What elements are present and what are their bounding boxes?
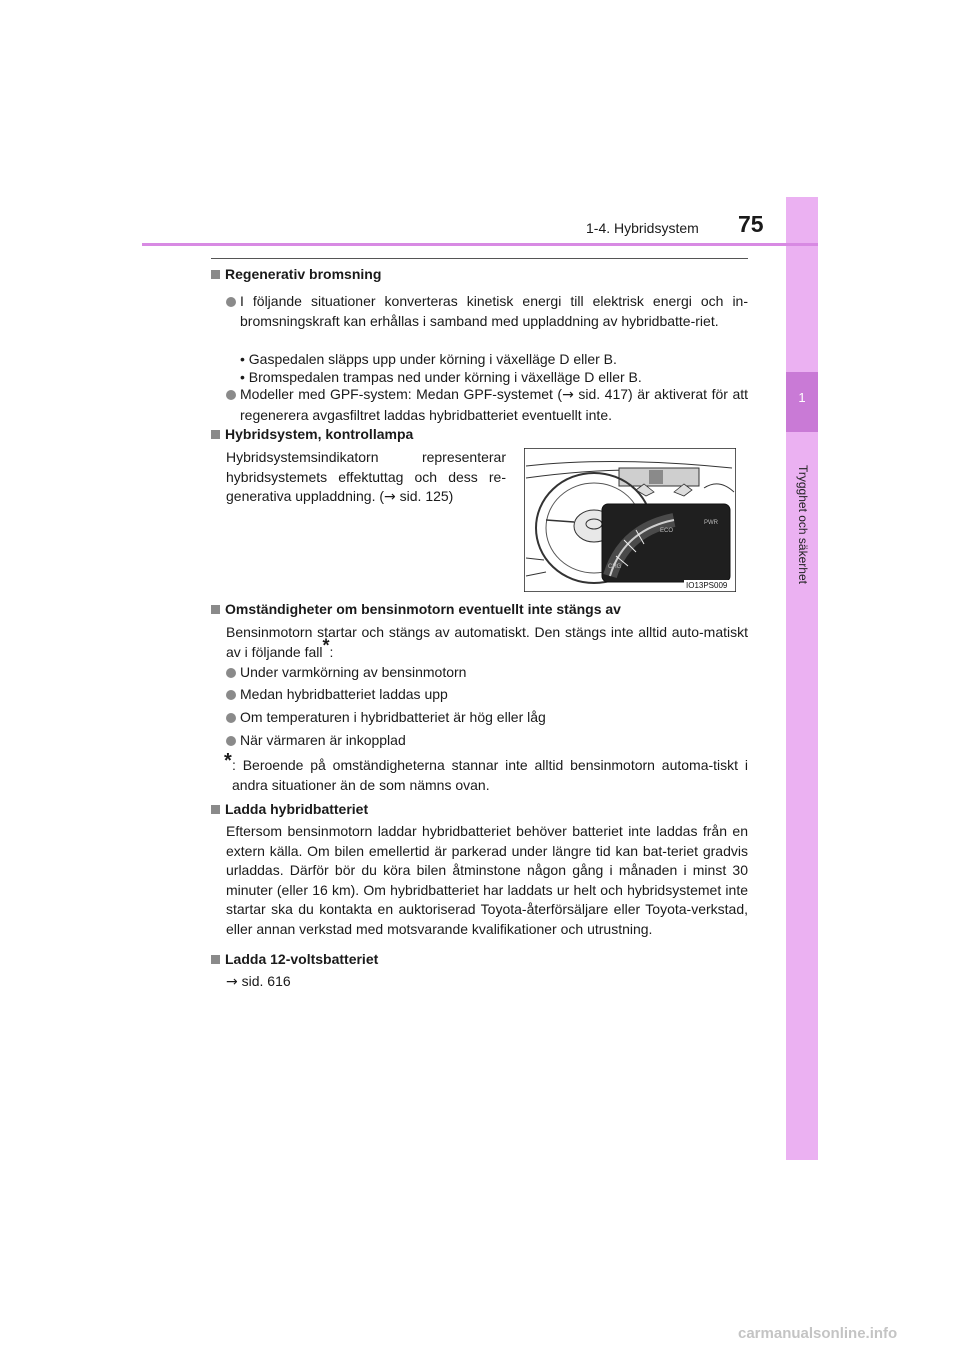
heading-lamp: Hybridsystem, kontrollampa bbox=[225, 426, 414, 442]
arrow-right-icon: → bbox=[226, 974, 238, 990]
page-number: 75 bbox=[738, 211, 764, 237]
charge-hybrid-body: Eftersom bensinmotorn laddar hybridbatteriet behöver batteriet inte laddas från en extern källa. Om bilen emellertid är parkerad under längre tid kan bat-teriet gradvis urladdas. Därför bör du köra bilen åtminstone någon gång i månaden i minst 30 minuter (eller 16 km). Om hybridbatteriet har laddats ur helt och hybridsystemet inte startar ska du kontakta en auktoriserad Toyota-återförsäljare eller Toyota-verkstad, eller annan verkstad med motsvarande kvalifikationer och utrustning. bbox=[226, 823, 748, 937]
label-chg: CHG bbox=[608, 564, 622, 570]
label-pwr: PWR bbox=[704, 520, 718, 526]
heading-square-icon bbox=[211, 955, 220, 964]
bullet-dot-icon bbox=[226, 668, 236, 678]
heading-charge-hybrid: Ladda hybridbatteriet bbox=[225, 801, 369, 817]
charge-12v-ref: → sid. 616 bbox=[226, 973, 291, 990]
heading-square-icon bbox=[211, 605, 220, 614]
content-rule bbox=[211, 258, 748, 259]
label-eco: ECO bbox=[660, 528, 674, 534]
chapter-number: 1 bbox=[798, 390, 806, 405]
hybrid-indicator-illustration bbox=[524, 448, 736, 592]
engine-bullet-4: När värmaren är inkopplad bbox=[240, 732, 406, 748]
heading-charge-12v: Ladda 12-voltsbatteriet bbox=[225, 951, 379, 967]
header-rule bbox=[142, 243, 818, 246]
heading-regen: Regenerativ bromsning bbox=[225, 266, 382, 282]
bullet-dot-icon bbox=[226, 297, 236, 307]
engine-bullet-2: Medan hybridbatteriet laddas upp bbox=[240, 686, 448, 702]
arrow-right-icon: → bbox=[562, 387, 574, 403]
heading-square-icon bbox=[211, 430, 220, 439]
engine-bullet-3: Om temperaturen i hybridbatteriet är hög eller låg bbox=[240, 709, 546, 725]
bullet-dot-icon bbox=[226, 690, 236, 700]
heading-engine: Omständigheter om bensinmotorn eventuellt inte stängs av bbox=[225, 601, 621, 617]
heading-square-icon bbox=[211, 805, 220, 814]
bullet-dot-icon bbox=[226, 736, 236, 746]
arrow-right-icon: → bbox=[384, 489, 396, 505]
lamp-body: Hybridsystemsindikatorn representerar hybridsystemets effektuttag och dess re-generativa uppladdning. (→ sid. 125) bbox=[226, 449, 506, 505]
regen-bullet-1: I följande situationer konverteras kinetisk energi till elektrisk energi och in-bromsningskraft kan erhållas i samband med uppladdning av hybridbatte-riet. bbox=[240, 293, 748, 329]
regen-sub-1: • Gaspedalen släpps upp under körning i växelläge D eller B. bbox=[240, 351, 617, 367]
footnote-star: * bbox=[224, 750, 232, 772]
heading-square-icon bbox=[211, 270, 220, 279]
engine-body: Bensinmotorn startar och stängs av automatiskt. Den stängs inte alltid auto-matiskt av i följande fall*: bbox=[226, 624, 748, 660]
engine-bullet-1: Under varmkörning av bensinmotorn bbox=[240, 664, 467, 680]
bullet-dot-icon bbox=[226, 713, 236, 723]
regen-bullet-2: Modeller med GPF-system: Medan GPF-systemet (→ sid. 417) är aktiverat för att regenerera avgasfiltret laddas hybridbatteriet eventuellt inte. bbox=[240, 386, 749, 423]
engine-footnote: : Beroende på omständigheterna stannar inte alltid bensinmotorn automa-tiskt i andra situationer än de som nämns ovan. bbox=[232, 757, 748, 793]
chapter-title: Trygghet och säkerhet bbox=[796, 465, 810, 584]
bullet-dot-icon bbox=[226, 390, 236, 400]
regen-sub-2: • Bromspedalen trampas ned under körning i växelläge D eller B. bbox=[240, 369, 642, 385]
footer-watermark: carmanualsonline.info bbox=[738, 1325, 898, 1342]
figure-code: IO13PS009 bbox=[686, 581, 728, 590]
chapter-side-tab bbox=[786, 197, 818, 1160]
section-title: 1-4. Hybridsystem bbox=[586, 220, 699, 236]
